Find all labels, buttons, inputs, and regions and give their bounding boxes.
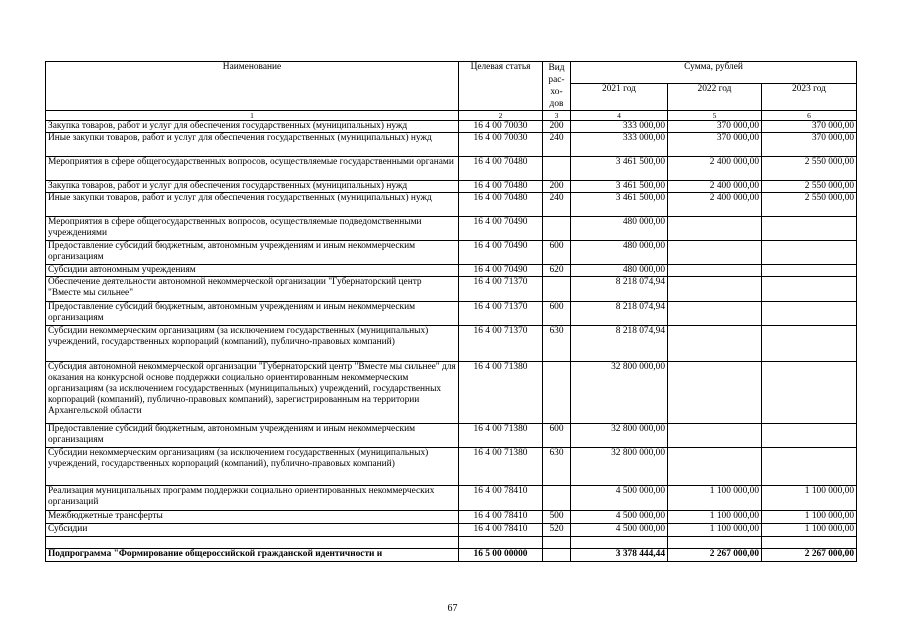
- row-target: 16 4 00 70480: [459, 157, 543, 181]
- col-number: 4: [571, 111, 668, 121]
- row-kind: 600: [543, 424, 571, 448]
- table-row: [46, 121, 857, 133]
- row-kind: 200: [543, 121, 571, 133]
- row-value-2022: 2 400 000,00: [668, 157, 762, 181]
- row-value-2023: 370 000,00: [762, 121, 857, 133]
- row-value-2022: 1 100 000,00: [668, 524, 762, 537]
- table-row: [46, 511, 857, 524]
- empty-cell: [571, 537, 668, 549]
- row-value-2023: [762, 326, 857, 362]
- header-kind: Вид рас- хо- дов: [543, 62, 571, 111]
- row-value-2022: 2 400 000,00: [668, 193, 762, 217]
- row-target: 16 4 00 70490: [459, 241, 543, 265]
- row-value-2021: 4 500 000,00: [571, 511, 668, 524]
- row-value-2022: 1 100 000,00: [668, 486, 762, 511]
- row-value-2021: 480 000,00: [571, 265, 668, 277]
- subprogram-value-2021: 3 378 444,44: [571, 549, 668, 562]
- row-name: Субсидии некоммерческим организациям (за исключением государственных (муниципальных) учреждений, государственных корпораций (компаний), публично-правовых компаний): [46, 326, 459, 362]
- row-name: Закупка товаров, работ и услуг для обеспечения государственных (муниципальных) нужд: [46, 181, 459, 193]
- row-value-2021: 4 500 000,00: [571, 524, 668, 537]
- row-name: Мероприятия в сфере общегосударственных вопросов, осуществляемые подведомственными учреждениями: [46, 217, 459, 241]
- row-kind: 520: [543, 524, 571, 537]
- row-name: Предоставление субсидий бюджетным, автономным учреждениям и иным некоммерческим организациям: [46, 241, 459, 265]
- row-target: 16 4 00 70030: [459, 121, 543, 133]
- row-value-2022: [668, 424, 762, 448]
- row-value-2021: 333 000,00: [571, 121, 668, 133]
- table-row: [46, 302, 857, 326]
- subprogram-target: 16 5 00 00000: [459, 549, 543, 562]
- empty-cell: [46, 537, 459, 549]
- row-kind: [543, 486, 571, 511]
- header-sum: Сумма, рублей: [571, 62, 857, 84]
- table-row: [46, 193, 857, 217]
- table-row: [46, 241, 857, 265]
- empty-cell: [668, 537, 762, 549]
- row-value-2021: 32 800 000,00: [571, 424, 668, 448]
- row-value-2022: [668, 448, 762, 486]
- row-value-2021: 32 800 000,00: [571, 448, 668, 486]
- row-target: 16 4 00 78410: [459, 511, 543, 524]
- table-row: [46, 362, 857, 424]
- row-target: 16 4 00 70480: [459, 193, 543, 217]
- row-value-2022: [668, 265, 762, 277]
- row-kind: 630: [543, 326, 571, 362]
- header-year-2023: 2023 год: [762, 84, 857, 111]
- row-kind: [543, 277, 571, 302]
- row-kind: 600: [543, 241, 571, 265]
- row-value-2023: [762, 241, 857, 265]
- row-value-2021: 32 800 000,00: [571, 362, 668, 424]
- header-row: [46, 62, 857, 84]
- row-value-2021: 3 461 500,00: [571, 181, 668, 193]
- row-target: 16 4 00 71370: [459, 277, 543, 302]
- table-row: [46, 277, 857, 302]
- header-name: Наименование: [46, 62, 459, 111]
- row-kind: 240: [543, 193, 571, 217]
- row-name: Субсидии некоммерческим организациям (за исключением государственных (муниципальных) учреждений, государственных корпораций (компаний), публично-правовых компаний): [46, 448, 459, 486]
- row-value-2023: 1 100 000,00: [762, 524, 857, 537]
- row-value-2023: [762, 265, 857, 277]
- row-value-2021: 3 461 500,00: [571, 193, 668, 217]
- row-value-2022: 1 100 000,00: [668, 511, 762, 524]
- column-number-row: [46, 111, 857, 121]
- row-value-2022: [668, 277, 762, 302]
- row-value-2021: 8 218 074,94: [571, 302, 668, 326]
- row-target: 16 4 00 78410: [459, 486, 543, 511]
- row-name: Межбюджетные трансферты: [46, 511, 459, 524]
- row-value-2022: [668, 217, 762, 241]
- row-target: 16 4 00 71380: [459, 448, 543, 486]
- row-name: Предоставление субсидий бюджетным, автономным учреждениям и иным некоммерческим организациям: [46, 424, 459, 448]
- row-value-2021: 480 000,00: [571, 241, 668, 265]
- row-target: 16 4 00 71380: [459, 424, 543, 448]
- row-kind: 200: [543, 181, 571, 193]
- row-value-2022: [668, 326, 762, 362]
- row-kind: 240: [543, 133, 571, 157]
- subprogram-value-2022: 2 267 000,00: [668, 549, 762, 562]
- row-target: 16 4 00 78410: [459, 524, 543, 537]
- row-kind: 620: [543, 265, 571, 277]
- empty-cell: [762, 537, 857, 549]
- table-row: [46, 217, 857, 241]
- row-kind: 630: [543, 448, 571, 486]
- row-value-2023: [762, 448, 857, 486]
- empty-cell: [459, 537, 543, 549]
- row-kind: [543, 157, 571, 181]
- row-name: Иные закупки товаров, работ и услуг для обеспечения государственных (муниципальных) нужд: [46, 193, 459, 217]
- table-row: [46, 448, 857, 486]
- header-year-2022: 2022 год: [668, 84, 762, 111]
- header-year-2021: 2021 год: [571, 84, 668, 111]
- table-row: [46, 265, 857, 277]
- row-name: Предоставление субсидий бюджетным, автономным учреждениям и иным некоммерческим организациям: [46, 302, 459, 326]
- row-value-2022: 370 000,00: [668, 121, 762, 133]
- row-value-2023: [762, 277, 857, 302]
- row-value-2023: [762, 302, 857, 326]
- row-kind: [543, 217, 571, 241]
- row-name: Реализация муниципальных программ поддержки социально ориентированных некоммерческих организаций: [46, 486, 459, 511]
- row-value-2023: 370 000,00: [762, 133, 857, 157]
- row-value-2021: 8 218 074,94: [571, 277, 668, 302]
- row-value-2023: 1 100 000,00: [762, 486, 857, 511]
- row-kind: 500: [543, 511, 571, 524]
- row-name: Иные закупки товаров, работ и услуг для обеспечения государственных (муниципальных) нужд: [46, 133, 459, 157]
- row-value-2022: [668, 302, 762, 326]
- table-row: [46, 133, 857, 157]
- header-target: Целевая статья: [459, 62, 543, 111]
- empty-cell: [543, 537, 571, 549]
- row-kind: 600: [543, 302, 571, 326]
- row-target: 16 4 00 70030: [459, 133, 543, 157]
- row-name: Субсидии: [46, 524, 459, 537]
- row-value-2021: 4 500 000,00: [571, 486, 668, 511]
- row-value-2023: [762, 424, 857, 448]
- row-value-2021: 8 218 074,94: [571, 326, 668, 362]
- subprogram-name: Подпрограмма "Формирование общероссийской гражданской идентичности и: [46, 549, 459, 562]
- row-name: Субсидия автономной некоммерческой организации "Губернаторский центр "Вместе мы сильнее" для оказания на конкурсной основе поддержки социально ориентированным некоммерческим организациям (за исключением государственных (муниципальных) учреждений, государственных корпораций (компаний), публично-правовых компаний), зарегистрированным на территории Архангельской области: [46, 362, 459, 424]
- row-value-2022: [668, 362, 762, 424]
- table-row: [46, 326, 857, 362]
- row-target: 16 4 00 70480: [459, 181, 543, 193]
- col-number: 2: [459, 111, 543, 121]
- row-value-2023: [762, 217, 857, 241]
- row-name: Обеспечение деятельности автономной некоммерческой организации "Губернаторский центр "Вместе мы сильнее": [46, 277, 459, 302]
- subprogram-value-2023: 2 267 000,00: [762, 549, 857, 562]
- subprogram-kind: [543, 549, 571, 562]
- row-name: Субсидии автономным учреждениям: [46, 265, 459, 277]
- row-value-2021: 480 000,00: [571, 217, 668, 241]
- row-name: Мероприятия в сфере общегосударственных вопросов, осуществляемые государственными органами: [46, 157, 459, 181]
- table-row: [46, 157, 857, 181]
- row-value-2023: 2 550 000,00: [762, 157, 857, 181]
- row-value-2021: 3 461 500,00: [571, 157, 668, 181]
- spacer-row: [46, 537, 857, 549]
- budget-table: [45, 61, 857, 562]
- row-value-2023: 2 550 000,00: [762, 181, 857, 193]
- col-number: 3: [543, 111, 571, 121]
- row-kind: [543, 362, 571, 424]
- row-name: Закупка товаров, работ и услуг для обеспечения государственных (муниципальных) нужд: [46, 121, 459, 133]
- row-target: 16 4 00 71370: [459, 302, 543, 326]
- row-value-2023: [762, 362, 857, 424]
- row-target: 16 4 00 70490: [459, 265, 543, 277]
- table-row: [46, 424, 857, 448]
- row-value-2023: 1 100 000,00: [762, 511, 857, 524]
- table-row: [46, 486, 857, 511]
- row-target: 16 4 00 70490: [459, 217, 543, 241]
- subprogram-row: [46, 549, 857, 562]
- table-row: [46, 181, 857, 193]
- row-value-2022: 2 400 000,00: [668, 181, 762, 193]
- row-target: 16 4 00 71370: [459, 326, 543, 362]
- row-value-2023: 2 550 000,00: [762, 193, 857, 217]
- col-number: 1: [46, 111, 459, 121]
- row-value-2022: [668, 241, 762, 265]
- row-target: 16 4 00 71380: [459, 362, 543, 424]
- row-value-2021: 333 000,00: [571, 133, 668, 157]
- row-value-2022: 370 000,00: [668, 133, 762, 157]
- col-number: 5: [668, 111, 762, 121]
- col-number: 6: [762, 111, 857, 121]
- table-row: [46, 524, 857, 537]
- page-number: 67: [447, 603, 458, 614]
